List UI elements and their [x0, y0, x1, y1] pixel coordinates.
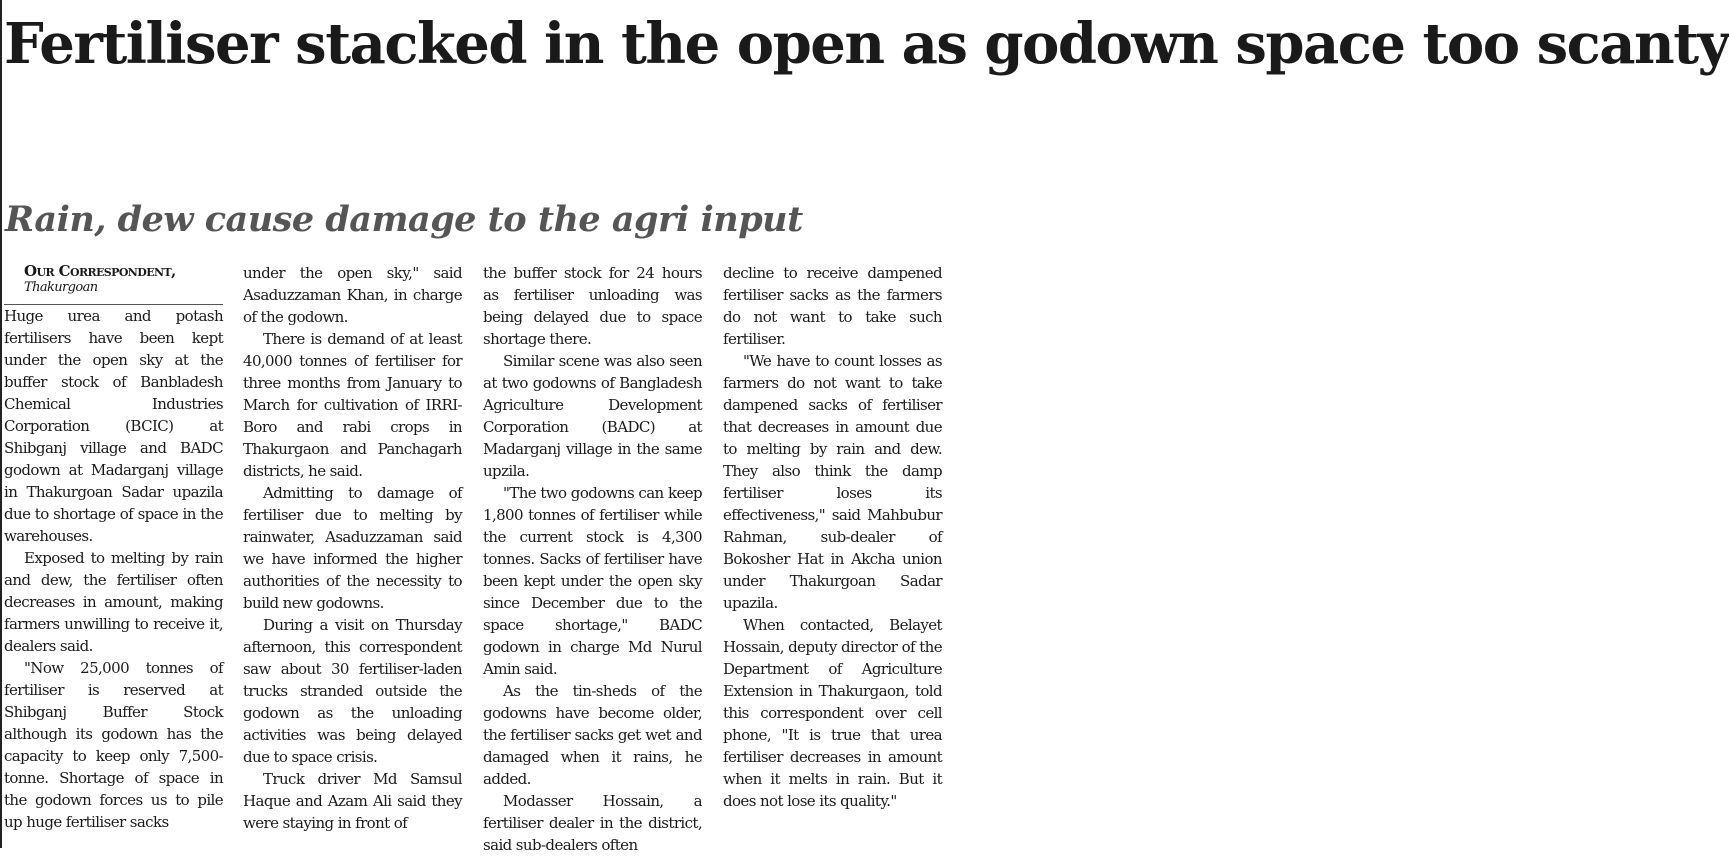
dateline: Thakurgoan [4, 280, 223, 305]
paragraph: As the tin-sheds of the godowns have become older, the fertiliser sacks get wet and damaged when it rains, he added. [483, 682, 702, 788]
paragraph: Similar scene was also seen at two godowns of Bangladesh Agriculture Development Corporation (BADC) at Madarganj village in the same upzila. [483, 352, 702, 480]
paragraph: During a visit on Thursday afternoon, this correspondent saw about 30 fertiliser-laden trucks stranded outside the godown as the unloading activities was being delayed due to space crisis. [243, 616, 462, 766]
article-column-1 [4, 262, 223, 848]
article-column-2 [243, 262, 462, 848]
article-column-4 [723, 262, 942, 848]
headline: Fertiliser stacked in the open as godown space too scanty [4, 11, 1729, 77]
paragraph: Huge urea and potash fertilisers have been kept under the open sky at the buffer stock of Banbladesh Chemical Industries Corporation (BCIC) at Shibganj village and BADC godown at Madarganj village in Thakurgoan Sadar upazila due to shortage of space in the warehouses. [4, 307, 223, 545]
article-column-3 [483, 262, 702, 854]
paragraph: There is demand of at least 40,000 tonnes of fertiliser for three months from January to March for cultivation of IRRI-Boro and rabi crops in Thakurgaon and Panchagarh districts, he said. [243, 330, 462, 480]
paragraph: Admitting to damage of fertiliser due to melting by rainwater, Asaduzzaman said we have informed the higher authorities of the necessity to build new godowns. [243, 484, 462, 612]
paragraph: "Now 25,000 tonnes of fertiliser is reserved at Shibganj Buffer Stock although its godown has the capacity to keep only 7,500-tonne. Shortage of space in the godown forces us to pile up huge fertiliser sacks [4, 659, 223, 831]
subheadline: Rain, dew cause damage to the agri input [5, 199, 803, 240]
byline: Our Correspondent, [24, 262, 176, 280]
column-rule [0, 0, 2, 848]
paragraph: When contacted, Belayet Hossain, deputy director of the Department of Agriculture Extension in Thakurgaon, told this correspondent over cell phone, "It is true that urea fertiliser decreases in amount when it melts in rain. But it does not lose its quality." [723, 616, 942, 810]
paragraph: "We have to count losses as farmers do not want to take dampened sacks of fertiliser that decreases in amount due to melting by rain and dew. They also think the damp fertiliser loses its effectiveness," said Mahbubur Rahman, sub-dealer of Bokosher Hat in Akcha union under Thakurgoan Sadar upazila. [723, 352, 942, 612]
paragraph: "The two godowns can keep 1,800 tonnes of fertiliser while the current stock is 4,300 tonnes. Sacks of fertiliser have been kept under the open sky since December due to the space shortage," BADC godown in charge Md Nurul Amin said. [483, 484, 702, 678]
paragraph: Truck driver Md Samsul Haque and Azam Ali said they were staying in front of [243, 770, 462, 832]
paragraph: Exposed to melting by rain and dew, the fertiliser often decreases in amount, making farmers unwilling to receive it, dealers said. [4, 549, 223, 655]
paragraph: decline to receive dampened fertiliser sacks as the farmers do not want to take such fertiliser. [723, 264, 942, 348]
paragraph: under the open sky," said Asaduzzaman Khan, in charge of the godown. [243, 264, 462, 326]
paragraph: the buffer stock for 24 hours as fertiliser unloading was being delayed due to space shortage there. [483, 264, 702, 348]
paragraph: Modasser Hossain, a fertiliser dealer in the district, said sub-dealers often [483, 792, 702, 854]
